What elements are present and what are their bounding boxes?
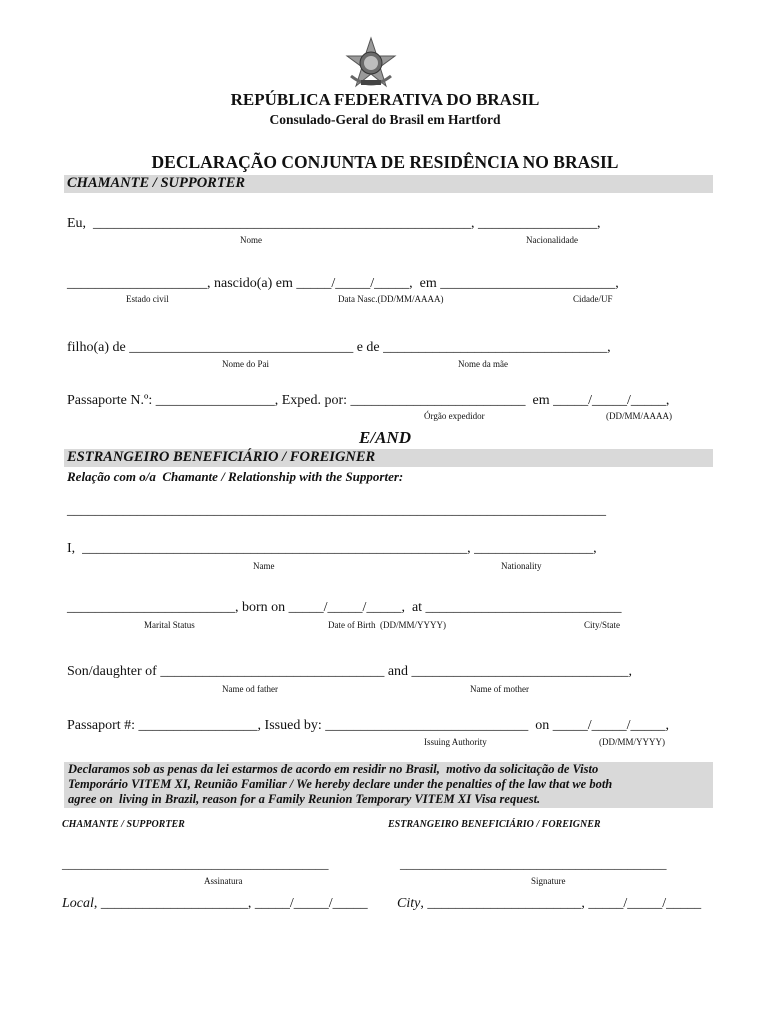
caption-nome-mae: Nome da mãe (458, 359, 508, 369)
document-title: DECLARAÇÃO CONJUNTA DE RESIDÊNCIA NO BRASIL (151, 152, 619, 172)
caption-assinatura: Assinatura (204, 876, 243, 886)
foreigner-passport-line[interactable]: Passaport #: _________________, Issued by: _____________________________ on _____/_____/_____, (67, 718, 669, 733)
city-date-field[interactable] (397, 896, 701, 912)
caption-issue-date: (DD/MM/YYYY) (599, 737, 665, 747)
signature-right-field[interactable]: _________________________________________ (400, 856, 667, 871)
signature-left-field[interactable]: _________________________________________ (62, 856, 329, 871)
coat-of-arms-emblem (343, 36, 399, 92)
caption-nome-pai: Nome do Pai (222, 359, 269, 369)
republic-heading: REPÚBLICA FEDERATIVA DO BRASIL (230, 90, 540, 109)
local-date-line: , _____________________, _____/_____/_____ (93, 896, 368, 911)
caption-orgao-expedidor: Órgão expedidor (424, 411, 485, 421)
caption-signature: Signature (531, 876, 566, 886)
caption-data-nasc: Data Nasc.(DD/MM/AAAA) (338, 294, 444, 304)
caption-issuing-authority: Issuing Authority (424, 737, 487, 747)
declaration-text-line2: Temporário VITEM XI, Reunião Familiar / We hereby declare under the penalties of the law that we both (68, 777, 613, 791)
caption-cidade: Cidade/UF (573, 294, 613, 304)
foreigner-birth-line[interactable]: ________________________, born on _____/_____/_____, at ____________________________ (67, 600, 622, 615)
local-label: Local (62, 896, 94, 911)
caption-data-expedicao: (DD/MM/AAAA) (606, 411, 672, 421)
caption-city-state: City/State (584, 620, 620, 630)
signature-left-label: CHAMANTE / SUPPORTER (62, 819, 185, 830)
signature-right-label: ESTRANGEIRO BENEFICIÁRIO / FOREIGNER (388, 819, 601, 830)
caption-father: Name od father (222, 684, 278, 694)
local-date-field[interactable] (62, 896, 368, 912)
declaration-text-line3: agree on living in Brazil, reason for a Family Reunion Temporary VITEM XI Visa request. (68, 792, 541, 806)
supporter-name-line[interactable]: Eu, ______________________________________________________, _________________, (67, 216, 601, 231)
caption-name: Name (253, 561, 275, 571)
supporter-birth-line[interactable]: ____________________, nascido(a) em _____/_____/_____, em _________________________, (67, 276, 619, 291)
relationship-label: Relação com o/a Chamante / Relationship with the Supporter: (67, 469, 404, 484)
consulate-heading: Consulado-Geral do Brasil em Hartford (269, 112, 501, 127)
caption-date-of-birth: Date of Birth (DD/MM/YYYY) (328, 620, 446, 630)
and-separator: E/AND (359, 428, 411, 447)
city-date-line: , ______________________, _____/_____/_____ (420, 896, 702, 911)
caption-estado-civil: Estado civil (126, 294, 169, 304)
foreigner-name-line[interactable]: I, _______________________________________________________, _________________, (67, 541, 597, 556)
city-label: City (397, 896, 421, 911)
caption-nacionalidade: Nacionalidade (526, 235, 578, 245)
caption-nome: Nome (240, 235, 262, 245)
declaration-text-line1: Declaramos sob as penas da lei estarmos de acordo em residir no Brasil, motivo da solicitação de Visto (68, 762, 599, 776)
supporter-passport-line[interactable]: Passaporte N.º: _________________, Exped. por: _________________________ em _____/_____/_____, (67, 393, 670, 408)
supporter-parents-line[interactable]: filho(a) de ________________________________ e de ________________________________, (67, 340, 611, 355)
caption-nationality: Nationality (501, 561, 542, 571)
caption-mother: Name of mother (470, 684, 529, 694)
caption-marital-status: Marital Status (144, 620, 195, 630)
relationship-field[interactable]: _____________________________________________________________________________ (67, 503, 606, 518)
foreigner-heading: ESTRANGEIRO BENEFICIÁRIO / FOREIGNER (67, 449, 376, 465)
supporter-heading: CHAMANTE / SUPPORTER (67, 175, 246, 191)
foreigner-parents-line[interactable]: Son/daughter of ________________________________ and _______________________________, (67, 664, 633, 679)
